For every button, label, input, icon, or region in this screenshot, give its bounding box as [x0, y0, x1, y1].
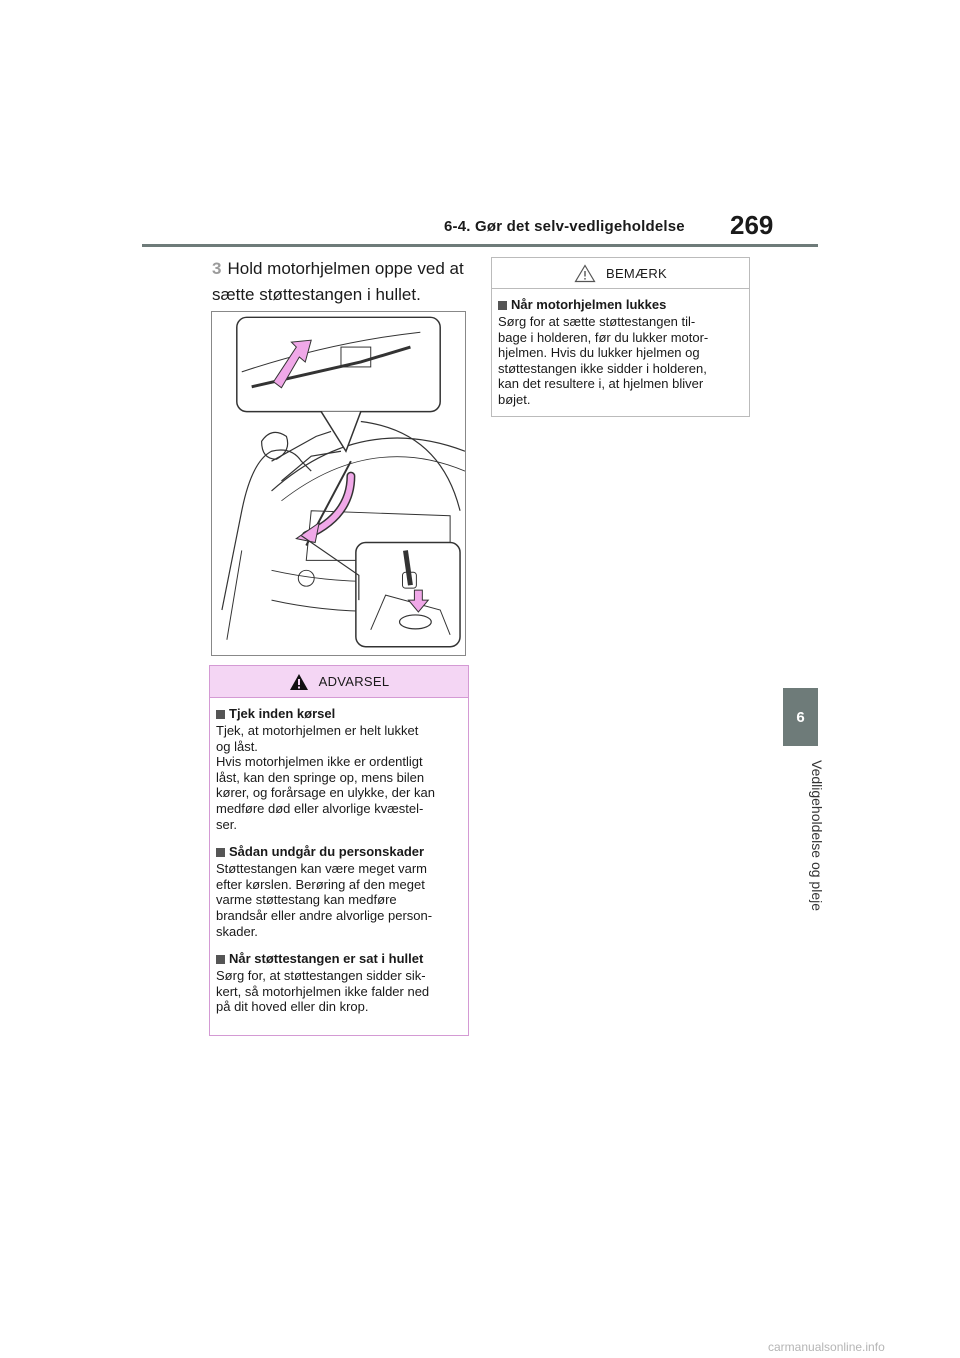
warning-text-1: Tjek, at motorhjelmen er helt lukket og låst. Hvis motorhjelmen ikke er ordentligt låst, kan den springe op, mens bilen kører, og forårsage en ulykke, der kan medføre død eller alvorlige kvæstel- ser. [216, 723, 435, 832]
warning-text-3: Sørg for, at støttestangen sidder sik- kert, så motorhjelmen ikke falder ned på dit hoved eller din krop. [216, 968, 430, 1015]
notice-heading-1: Når motorhjelmen lukkes [498, 297, 743, 313]
warning-text-2: Støttestangen kan være meget varm efter kørslen. Berøring af den meget varme støttestang kan medføre brandsår eller andre alvorlige person- skader. [216, 861, 433, 939]
bullet-square-icon [216, 955, 225, 964]
section-title: 6-4. Gør det selv-vedligeholdelse [444, 218, 685, 235]
callout-top-pointer [321, 412, 361, 452]
notice-title: BEMÆRK [605, 265, 668, 281]
warning-title: ADVARSEL [318, 674, 390, 689]
notice-header [492, 258, 749, 289]
header-divider [142, 244, 818, 247]
emblem [298, 570, 314, 586]
warning-heading-3: Når støttestangen er sat i hullet [216, 951, 462, 967]
warning-heading-1: Tjek inden kørsel [216, 706, 462, 722]
caution-outline-icon [574, 264, 596, 283]
chapter-tab[interactable]: 6 [783, 688, 818, 746]
callout-top [237, 317, 440, 411]
bullet-square-icon [498, 301, 507, 310]
person-head [262, 432, 288, 459]
bullet-square-icon [216, 848, 225, 857]
chapter-side-label: Vedligeholdelse og pleje [809, 760, 825, 912]
step-3 [212, 256, 470, 308]
warning-box [209, 665, 469, 1036]
page-number: 269 [730, 210, 774, 240]
hood-support-illustration [211, 311, 466, 656]
watermark: carmanualsonline.info [768, 1340, 885, 1354]
warning-icon [289, 673, 309, 691]
illustration-svg [212, 312, 465, 655]
step-text: Hold motorhjelmen oppe ved at sætte støttestangen i hullet. [212, 259, 464, 304]
bullet-square-icon [216, 710, 225, 719]
callout-bottom-pointer [301, 536, 359, 600]
step-number: 3 [212, 259, 222, 278]
hood-edge [361, 421, 460, 510]
notice-text-1: Sørg for at sætte støttestangen til- bage i holderen, før du lukker motor- hjelmen. Hvis du lukker hjelmen og støttestangen ikke sidder i holderen, kan det resultere i, at hjelmen bliver bøjet. [498, 314, 709, 407]
warning-header [210, 666, 468, 698]
person-body [222, 450, 311, 610]
warning-heading-2: Sådan undgår du personskader [216, 844, 462, 860]
person-leg [227, 550, 242, 639]
person-arm [281, 451, 341, 481]
notice-box [491, 257, 750, 417]
